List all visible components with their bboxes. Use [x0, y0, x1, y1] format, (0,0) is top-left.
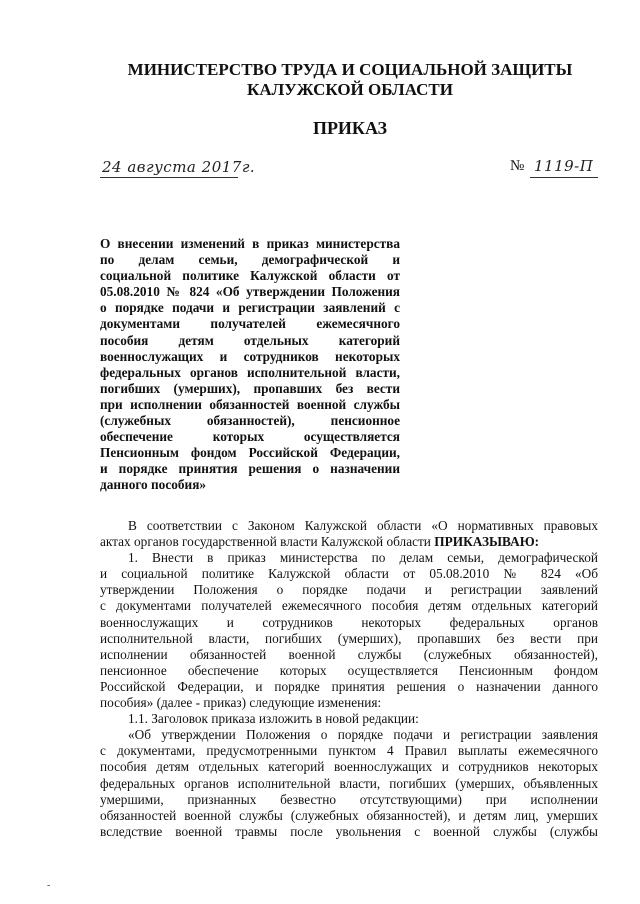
- item1-line: военнослужащих и сотрудников некоторых федеральных органов: [100, 614, 598, 630]
- preamble-line: В соответствии с Законом Калужской области «О нормативных правовых: [128, 518, 598, 533]
- handwritten-date: 24 августа 2017г.: [102, 158, 256, 176]
- subject-line: о порядке подачи и регистрации заявлений с: [100, 300, 400, 316]
- item1-line: 1. Внести в приказ министерства по делам семьи, демографической: [128, 550, 598, 566]
- subject-line: 05.08.2010 № 824 «Об утверждении Положения: [100, 284, 400, 300]
- quote-line: с документами, предусмотренными пунктом 4 Правил выплаты ежемесячного: [100, 743, 598, 759]
- item-1: [100, 550, 598, 711]
- quote-line: вследствие военной травмы после увольнения с военной службы (службы: [100, 823, 598, 839]
- handwritten-number: 1119-П: [534, 157, 594, 175]
- subject-line: О внесении изменений в приказ министерства: [100, 236, 400, 251]
- item1-line: исполнительной власти, погибших (умерших), пропавших без вести при: [100, 630, 598, 646]
- subject-line: пособия детям отдельных категорий: [100, 332, 400, 348]
- item1-line: пособия» (далее - приказ) следующие изменения:: [100, 695, 382, 711]
- subject-line: по делам семьи, демографической и: [100, 252, 400, 268]
- quote-line: умершими, признанных безвестно отсутствующими) при исполнении: [100, 791, 598, 807]
- quote-line: федеральных органов исполнительной власти, погибших (умерших, объявленных: [100, 775, 598, 791]
- preamble-text: актах органов государственной власти Калужской области: [100, 534, 435, 550]
- order-body: [100, 518, 598, 840]
- item1-line: пенсионное обеспечение которых осуществляется Пенсионным фондом: [100, 662, 598, 678]
- item1-line: и социальной политике Калужской области от 05.08.2010 № 824 «Об: [100, 566, 598, 582]
- subject-line: и порядке принятия решения о назначении: [100, 461, 400, 477]
- item1-line: Российской Федерации, и порядке принятия решения о назначении данного: [100, 678, 598, 694]
- document-type: ПРИКАЗ: [312, 118, 388, 138]
- subject-line: федеральных органов исполнительной власти,: [100, 364, 400, 380]
- quote-line: «Об утверждении Положения о порядке подачи и регистрации заявления: [128, 727, 598, 743]
- new-title-quote: [100, 727, 598, 840]
- date-underline: [100, 177, 238, 178]
- subject-line: социальной политике Калужской области от: [100, 268, 400, 284]
- item-1-1: 1.1. Заголовок приказа изложить в новой редакции:: [128, 711, 419, 727]
- order-subject: [100, 236, 400, 494]
- number-label: №: [510, 158, 525, 174]
- quote-line: пособия детям отдельных категорий военнослужащих и сотрудников некоторых: [100, 759, 598, 775]
- item1-line: исполнении обязанностей военной службы (служебных обязанностей),: [100, 646, 598, 662]
- subject-line: погибших (умерших), пропавших без вести: [100, 380, 400, 396]
- number-underline: [530, 177, 598, 178]
- ministry-name-line1: МИНИСТЕРСТВО ТРУДА И СОЦИАЛЬНОЙ ЗАЩИТЫ: [127, 60, 573, 79]
- item1-line: с документами получателей ежемесячного пособия детям отдельных категорий: [100, 598, 598, 614]
- preamble-line: [100, 534, 598, 550]
- subject-line: данного пособия»: [100, 477, 207, 493]
- subject-line: документами получателей ежемесячного: [100, 316, 400, 332]
- order-keyword: ПРИКАЗЫВАЮ:: [434, 534, 540, 550]
- ministry-name-line2: КАЛУЖСКОЙ ОБЛАСТИ: [247, 80, 453, 99]
- item1-line: утверждении Положения о порядке подачи и регистрации заявлений: [100, 582, 598, 598]
- subject-line: при исполнении обязанностей военной службы: [100, 396, 400, 412]
- subject-line: Пенсионным фондом Российской Федерации,: [100, 445, 400, 461]
- page-mark: -: [47, 880, 51, 891]
- subject-line: обеспечение которых осуществляется: [100, 429, 400, 445]
- subject-line: военнослужащих и сотрудников некоторых: [100, 348, 400, 364]
- subject-line: (служебных обязанностей), пенсионное: [100, 413, 400, 429]
- quote-line: обязанностей военной службы (служебных обязанностей), и детям лиц, умерших: [100, 807, 598, 823]
